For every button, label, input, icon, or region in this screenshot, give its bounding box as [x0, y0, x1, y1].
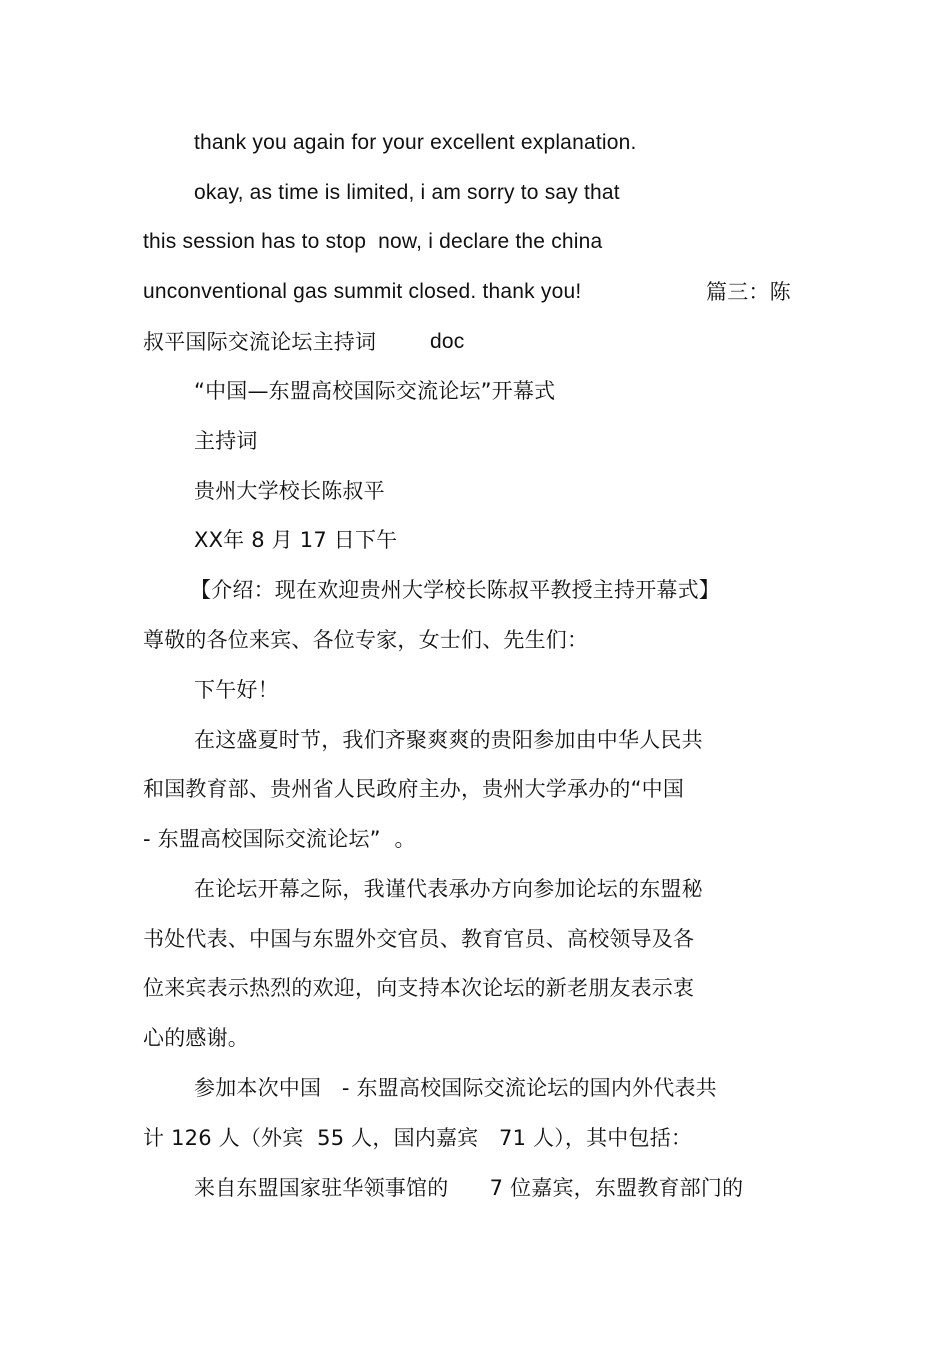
text-line: unconventional gas summit closed. thank you!: [143, 280, 582, 303]
text-line: doc: [430, 330, 465, 353]
text-line: 叔平国际交流论坛主持词: [143, 330, 377, 354]
text-line: 在论坛开幕之际，我谨代表承办方向参加论坛的东盟秘: [194, 877, 703, 901]
text-line: 心的感谢。: [143, 1026, 249, 1050]
text-line: 下午好！: [194, 678, 279, 702]
text-line: okay, as time is limited, i am sorry to say that: [194, 181, 620, 204]
text-line: 来自东盟国家驻华领事馆的 7 位嘉宾，东盟教育部门的: [194, 1176, 744, 1200]
text-line: - 东盟高校国际交流论坛” 。: [143, 827, 416, 851]
text-line: 篇三：陈: [706, 280, 791, 304]
text-line: 计 126 人（外宾 55 人，国内嘉宾 71 人），其中包括：: [143, 1126, 693, 1150]
text-line: 尊敬的各位来宾、各位专家，女士们、先生们：: [143, 628, 589, 652]
text-line: this session has to stop now, i declare the china: [143, 230, 603, 253]
text-line: 主持词: [194, 429, 258, 453]
text-line: 参加本次中国 - 东盟高校国际交流论坛的国内外代表共: [194, 1076, 717, 1100]
text-line: 和国教育部、贵州省人民政府主办，贵州大学承办的“中国: [143, 777, 685, 801]
date-line: XX年 8 月 17 日下午: [194, 528, 398, 552]
text-line: 【介绍：现在欢迎贵州大学校长陈叔平教授主持开幕式】: [190, 578, 720, 602]
text-line: 在这盛夏时节，我们齐聚爽爽的贵阳参加由中华人民共: [194, 728, 703, 752]
text-line: 书处代表、中国与东盟外交官员、教育官员、高校领导及各: [143, 927, 695, 951]
text-line: 位来宾表示热烈的欢迎，向支持本次论坛的新老朋友表示衷: [143, 976, 695, 1000]
text-line: thank you again for your excellent explanation.: [194, 131, 637, 154]
section-title: “中国—东盟高校国际交流论坛”开幕式: [194, 379, 556, 403]
text-line: 贵州大学校长陈叔平: [194, 479, 385, 503]
